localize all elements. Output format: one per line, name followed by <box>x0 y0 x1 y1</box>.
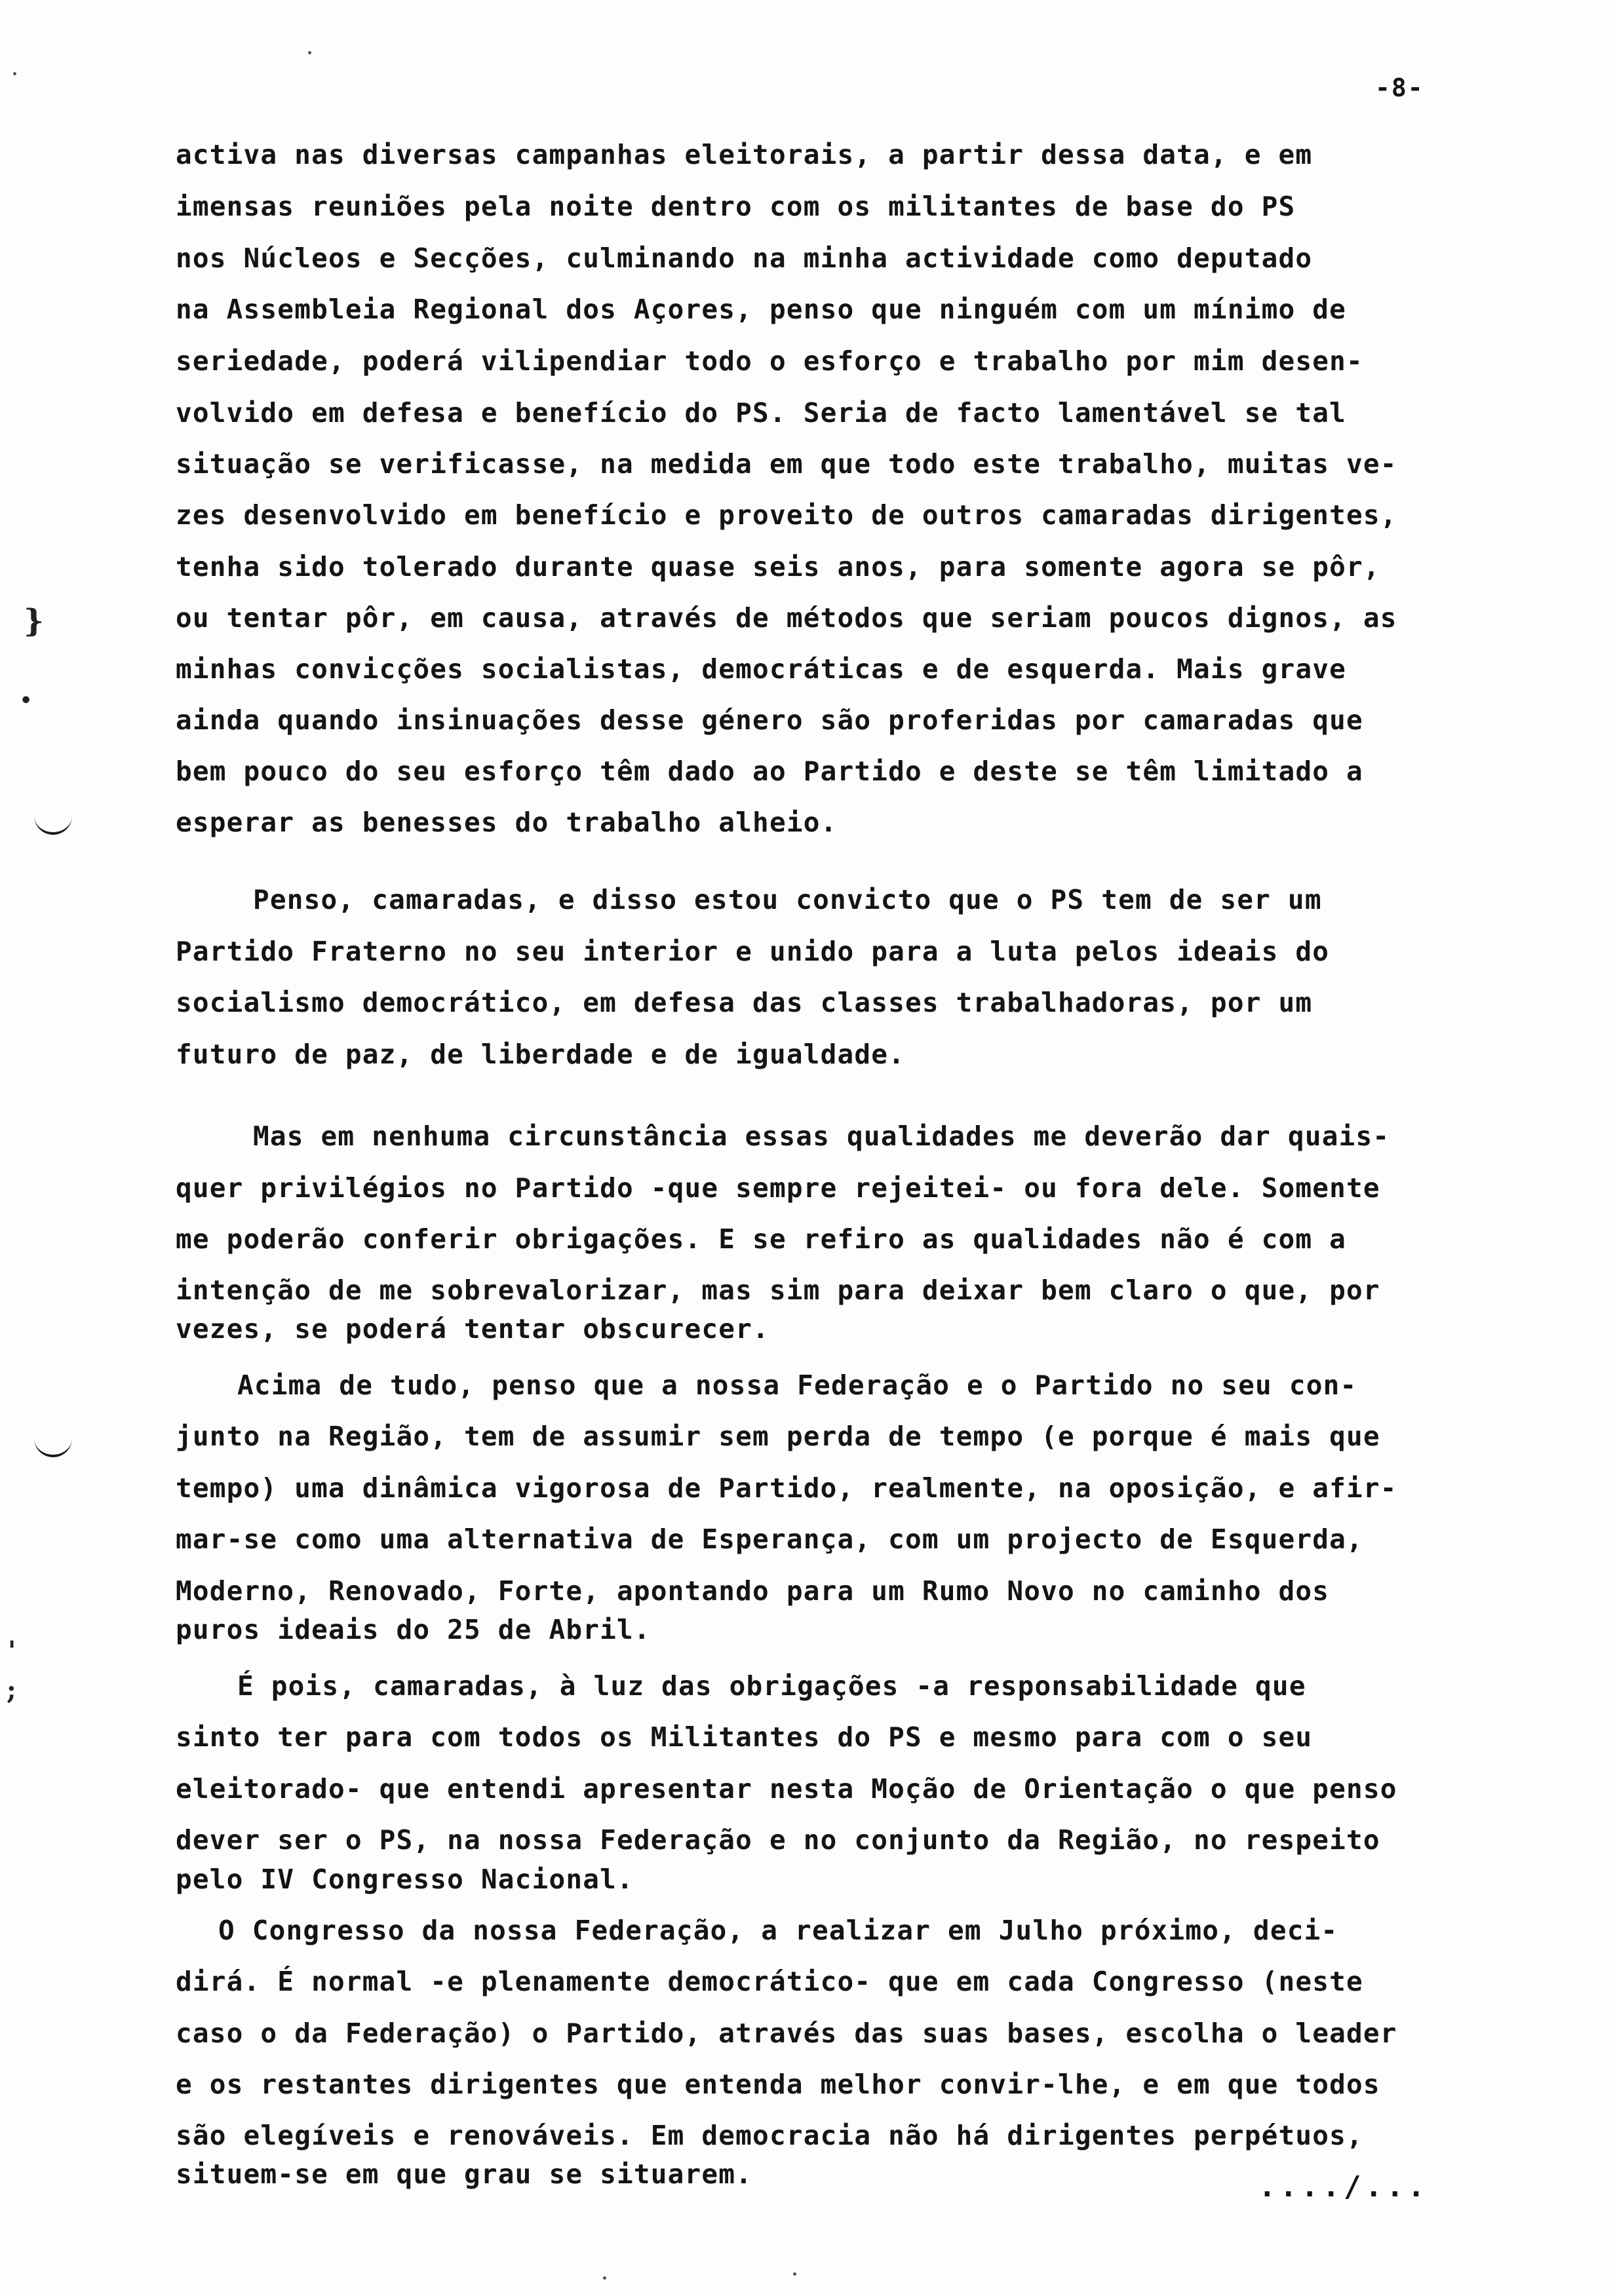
text-line: junto na Região, tem de assumir sem perda de tempo (e porque é mais que <box>176 1421 1380 1452</box>
text-line: intenção de me sobrevalorizar, mas sim para deixar bem claro o que, por <box>176 1274 1380 1306</box>
speck <box>793 2272 796 2276</box>
page-number: -8- <box>1375 73 1424 102</box>
text-line: activa nas diversas campanhas eleitorais, a partir dessa data, e em <box>176 139 1313 170</box>
text-line: puros ideais do 25 de Abril. <box>176 1614 651 1645</box>
text-line: dever ser o PS, na nossa Federação e no conjunto da Região, no respeito <box>176 1824 1380 1856</box>
text-line: e os restantes dirigentes que entenda melhor convir-lhe, e em que todos <box>176 2069 1380 2100</box>
text-line: Mas em nenhuma circunstância essas qualidades me deverão dar quais- <box>253 1120 1390 1152</box>
continuation-mark: ..../... <box>1258 2170 1429 2204</box>
margin-tick-mark: ' <box>8 1636 16 1666</box>
text-line: Penso, camaradas, e disso estou convicto que o PS tem de ser um <box>253 884 1322 915</box>
text-line: dirá. É normal -e plenamente democrático- que em cada Congresso (neste <box>176 1966 1363 1997</box>
text-line: quer privilégios no Partido -que sempre rejeitei- ou fora dele. Somente <box>176 1172 1380 1204</box>
text-line: vezes, se poderá tentar obscurecer. <box>176 1313 769 1345</box>
text-line: minhas convicções socialistas, democráticas e de esquerda. Mais grave <box>176 653 1347 685</box>
margin-dot-mark: • <box>20 689 33 712</box>
text-line: situem-se em que grau se situarem. <box>176 2158 753 2190</box>
text-line: futuro de paz, de liberdade e de igualdade. <box>176 1039 906 1070</box>
text-line: imensas reuniões pela noite dentro com os militantes de base do PS <box>176 191 1296 222</box>
text-line: O Congresso da nossa Federação, a realizar em Julho próximo, deci- <box>218 1915 1338 1946</box>
margin-curve-mark <box>34 1432 72 1457</box>
speck <box>13 72 16 75</box>
text-line: Partido Fraterno no seu interior e unido para a luta pelos ideais do <box>176 936 1330 967</box>
margin-semicolon-mark: ; <box>7 1675 16 1706</box>
text-line: pelo IV Congresso Nacional. <box>176 1864 634 1895</box>
text-line: na Assembleia Regional dos Açores, penso que ninguém com um mínimo de <box>176 294 1347 325</box>
text-line: socialismo democrático, em defesa das classes trabalhadoras, por um <box>176 987 1313 1018</box>
text-line: mar-se como uma alternativa de Esperança, com um projecto de Esquerda, <box>176 1523 1363 1555</box>
text-line: nos Núcleos e Secções, culminando na minha actividade como deputado <box>176 242 1313 274</box>
text-line: tempo) uma dinâmica vigorosa de Partido, realmente, na oposição, e afir- <box>176 1472 1397 1504</box>
text-line: bem pouco do seu esforço têm dado ao Partido e deste se têm limitado a <box>176 756 1363 787</box>
text-line: Acima de tudo, penso que a nossa Federação e o Partido no seu con- <box>237 1369 1357 1401</box>
text-line: volvido em defesa e benefício do PS. Seria de facto lamentável se tal <box>176 397 1347 429</box>
text-line: zes desenvolvido em benefício e proveito de outros camaradas dirigentes, <box>176 499 1397 531</box>
text-line: ainda quando insinuações desse género são proferidas por camaradas que <box>176 704 1363 736</box>
speck <box>603 2276 606 2280</box>
margin-curve-mark <box>34 810 72 835</box>
text-line: ou tentar pôr, em causa, através de métodos que seriam poucos dignos, as <box>176 602 1397 634</box>
text-line: são elegíveis e renováveis. Em democracia não há dirigentes perpétuos, <box>176 2120 1363 2151</box>
text-line: esperar as benesses do trabalho alheio. <box>176 807 838 838</box>
text-line: tenha sido tolerado durante quase seis anos, para somente agora se pôr, <box>176 551 1380 583</box>
text-line: seriedade, poderá vilipendiar todo o esforço e trabalho por mim desen- <box>176 345 1363 377</box>
text-line: caso o da Federação) o Partido, através das suas bases, escolha o leader <box>176 2018 1397 2049</box>
text-line: me poderão conferir obrigações. E se refiro as qualidades não é com a <box>176 1223 1347 1255</box>
margin-bracket-mark: } <box>24 603 44 640</box>
speck <box>308 51 311 54</box>
text-line: Moderno, Renovado, Forte, apontando para um Rumo Novo no caminho dos <box>176 1575 1330 1607</box>
text-line: sinto ter para com todos os Militantes do PS e mesmo para com o seu <box>176 1721 1313 1753</box>
text-line: eleitorado- que entendi apresentar nesta Moção de Orientação o que penso <box>176 1773 1397 1805</box>
text-line: situação se verificasse, na medida em que todo este trabalho, muitas ve- <box>176 448 1397 480</box>
text-line: É pois, camaradas, à luz das obrigações -a responsabilidade que <box>237 1670 1306 1702</box>
